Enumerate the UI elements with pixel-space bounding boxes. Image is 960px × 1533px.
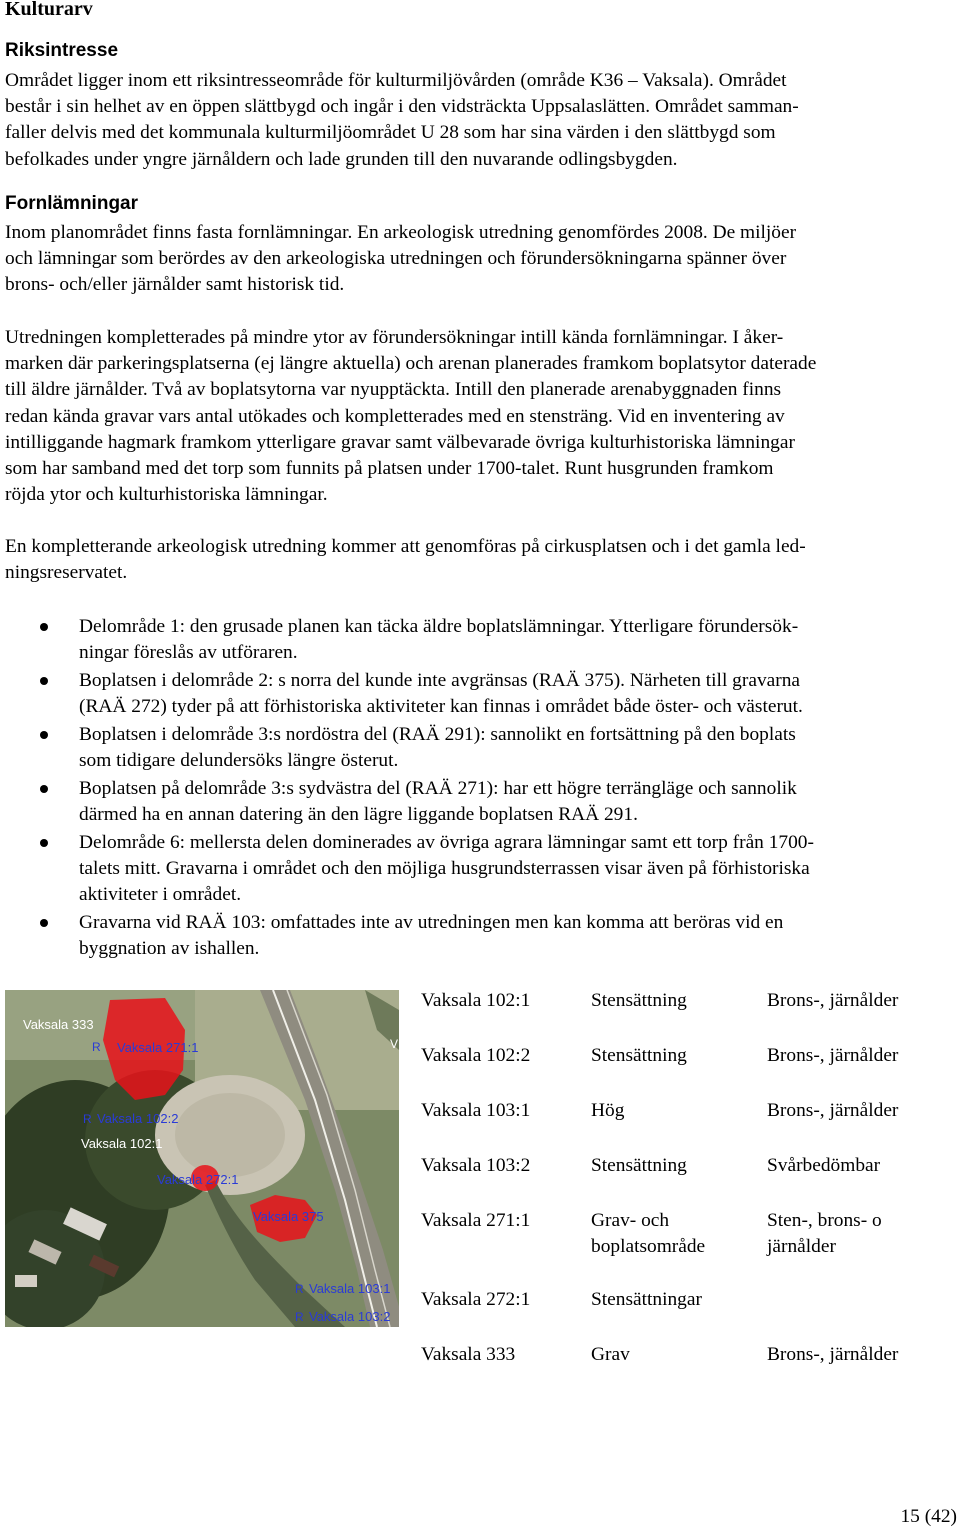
bullet-icon [40, 919, 48, 927]
findings-list [0, 614, 960, 964]
document-page: Kulturarv Riksintresse Området ligger inom ett riksintresseområde för kulturmiljövården (område K36 – Vaksala). Området består i sin helhet av en öppen slättbygd och ingår i den vidsträckta Uppsalaslätten. Området samman- faller delvis med det kommunala kulturmiljöområdet U 28 som har sina värden i den slättbygd som befolkades under yngre järnåldern och lade grunden till den nuvarande odlingsbygden. Fornlämningar Inom planområdet finns fasta fornlämningar. En arkeologisk utredning genomfördes 2008. De miljöer och lämningar som berördes av den arkeologiska utredningen och förundersökningarna spänner över brons- och/eller järnålder samt historisk tid. Utredningen kompletterades på mindre ytor av förundersökningar intill kända fornlämningar. I åker- marken där parkeringsplatserna (ej längre aktuella) och arenan planerades framkom boplatsytor daterade till äldre järnålder. Två av boplatsytorna var nyupptäckta. Intill den planerade arenabyggnaden finns redan kända gravar vars antal utökades och kompletterades med en stensträng. Vid en inventering av intilliggande hagmark framkom ytterligare gravar samt välbevarade övriga kulturhistoriska lämningar som har samband med det torp som funnits på platsen under 1700-talet. Runt husgrunden framkom röjda ytor och kulturhistoriska lämningar. En kompletterande arkeologisk utredning kommer att genomföras på cirkusplatsen och i det gamla led- ningsreservatet. Delområde 1: den grusade planen kan täcka äldre boplatslämningar. Ytterligare förundersök- ningar föreslås av utföraren. Boplatsen i delområde 2: s norra del kunde inte avgränsas (RAÄ 375). Närheten till gravarna (RAÄ 272) tyder på att förhistoriska aktiviteter kan finnas i området både öster- och västerut. Boplatsen i delområde 3:s nordöstra del (RAÄ 291): sannolikt en fortsättning på den boplats som tidigare delundersöks längre österut. Boplatsen på delområde 3:s sydvästra del (RAÄ 271): har ett högre terrängläge och sannolik därmed ha en annan datering än den lägre liggande boplatsen RAÄ 291. Delområde 6: mellersta delen dominerades av övriga agrara lämningar samt ett torp från 1700- talets mitt. Gravarna i området och den möjliga husgrundsterrassen visar även på förhistoriska aktiviteter i området. Gravarna vid RAÄ 103: omfattades inte av utredningen men kan komma att beröras vid en byggnation av ishallen. Vaksala 333 R Vaksala 271:1 V R Vaksala 102:2 Vaksala 102:1 Vaksala 272:1 Vaksala 375 R Vaksala 103:1 R Vaksala 103:2 Vaksala 102:1 Stensättning Brons-, järnålder Vaksala 102:2 Stensättning Brons-, järnålder Vaksala 103:1 Hög Brons-, järnålder Vaksala 103:2 Stensättning Svårbedömbar Vaksala 271:1 Grav- och boplatsområde Sten-, brons- o järnålder Vaksala 272:1 Stensättningar Vaksala 333 Grav Brons-, järnålder 15 (42) [0, 0, 960, 1533]
list-item: Gravarna vid RAÄ 103: omfattades inte av utredningen men kan komma att beröras vid en byggnation av ishallen. [0, 910, 939, 962]
list-item: Boplatsen i delområde 3:s nordöstra del (RAÄ 291): sannolikt en fortsättning på den boplats som tidigare delundersöks längre österut. [0, 722, 939, 774]
map-label-vaksala-333: Vaksala 333 [23, 1017, 94, 1032]
aerial-map [5, 990, 399, 1327]
bullet-icon [40, 785, 48, 793]
map-label-vaksala-272: Vaksala 272:1 [157, 1172, 239, 1187]
map-edge-label: V [390, 1037, 399, 1051]
page-number: 15 (42) [900, 1506, 957, 1527]
list-item: Delområde 1: den grusade planen kan täcka äldre boplatslämningar. Ytterligare förundersök- ningar föreslås av utföraren. [0, 614, 939, 666]
map-label-vaksala-375: Vaksala 375 [253, 1209, 324, 1224]
map-marker-icon: R [83, 1112, 92, 1126]
map-label-vaksala-103-1: Vaksala 103:1 [309, 1281, 391, 1296]
list-item: Boplatsen på delområde 3:s sydvästra del (RAÄ 271): har ett högre terrängläge och sannolik därmed ha en annan datering än den lägre liggande boplatsen RAÄ 291. [0, 776, 939, 828]
bullet-icon [40, 677, 48, 685]
fornlamningar-paragraph-3: En kompletterande arkeologisk utredning kommer att genomföras på cirkusplatsen och i det gamla led- ningsreservatet. [5, 536, 806, 584]
map-label-vaksala-102-1: Vaksala 102:1 [81, 1136, 163, 1151]
map-label-vaksala-271: Vaksala 271:1 [117, 1040, 199, 1055]
bullet-icon [40, 623, 48, 631]
fornlamningar-paragraph-2: Utredningen kompletterades på mindre ytor av förundersökningar intill kända fornlämningar. I åker- marken där parkeringsplatserna (ej längre aktuella) och arenan planerades framkom boplatsytor daterade till äldre järnålder. Två av boplatsytorna var nyupptäckta. Intill den planerade arenabyggnaden finns redan kända gravar vars antal utökades och kompletterades med en stensträng. Vid en inventering av intilliggande hagmark framkom ytterligare gravar samt välbevarade övriga kulturhistoriska lämningar som har samband med det torp som funnits på platsen under 1700-talet. Runt husgrunden framkom röjda ytor och kulturhistoriska lämningar. [5, 327, 817, 506]
fornlamningar-heading: Fornlämningar [5, 193, 139, 214]
riksintresse-heading: Riksintresse [5, 40, 119, 61]
map-label-vaksala-103-2: Vaksala 103:2 [309, 1309, 391, 1324]
map-label-vaksala-102-2: Vaksala 102:2 [97, 1111, 179, 1126]
section-heading: Kulturarv [5, 0, 93, 20]
bullet-icon [40, 731, 48, 739]
list-item: Delområde 6: mellersta delen dominerades av övriga agrara lämningar samt ett torp från 1700- talets mitt. Gravarna i området och den möjliga husgrundsterrassen visar även på förhistoriska aktiviteter i området. [0, 830, 939, 909]
list-item: Boplatsen i delområde 2: s norra del kunde inte avgränsas (RAÄ 375). Närheten till gravarna (RAÄ 272) tyder på att förhistoriska aktiviteter kan finnas i området både öster- och västerut. [0, 668, 939, 720]
map-marker-icon: R [295, 1310, 304, 1324]
bullet-icon [40, 839, 48, 847]
map-marker-icon: R [295, 1282, 304, 1296]
fornlamningar-paragraph-1: Inom planområdet finns fasta fornlämningar. En arkeologisk utredning genomfördes 2008. De miljöer och lämningar som berördes av den arkeologiska utredningen och förundersökningarna spänner över brons- och/eller järnålder samt historisk tid. [5, 222, 797, 296]
map-marker-icon: R [92, 1040, 101, 1054]
riksintresse-paragraph: Området ligger inom ett riksintresseområde för kulturmiljövården (område K36 – Vaksala). Området består i sin helhet av en öppen slättbygd och ingår i den vidsträckta Uppsalaslätten. Området samman- faller delvis med det kommunala kulturmiljöområdet U 28 som har sina värden i den slättbygd som befolkades under yngre järnåldern och lade grunden till den nuvarande odlingsbygden. [5, 70, 799, 170]
